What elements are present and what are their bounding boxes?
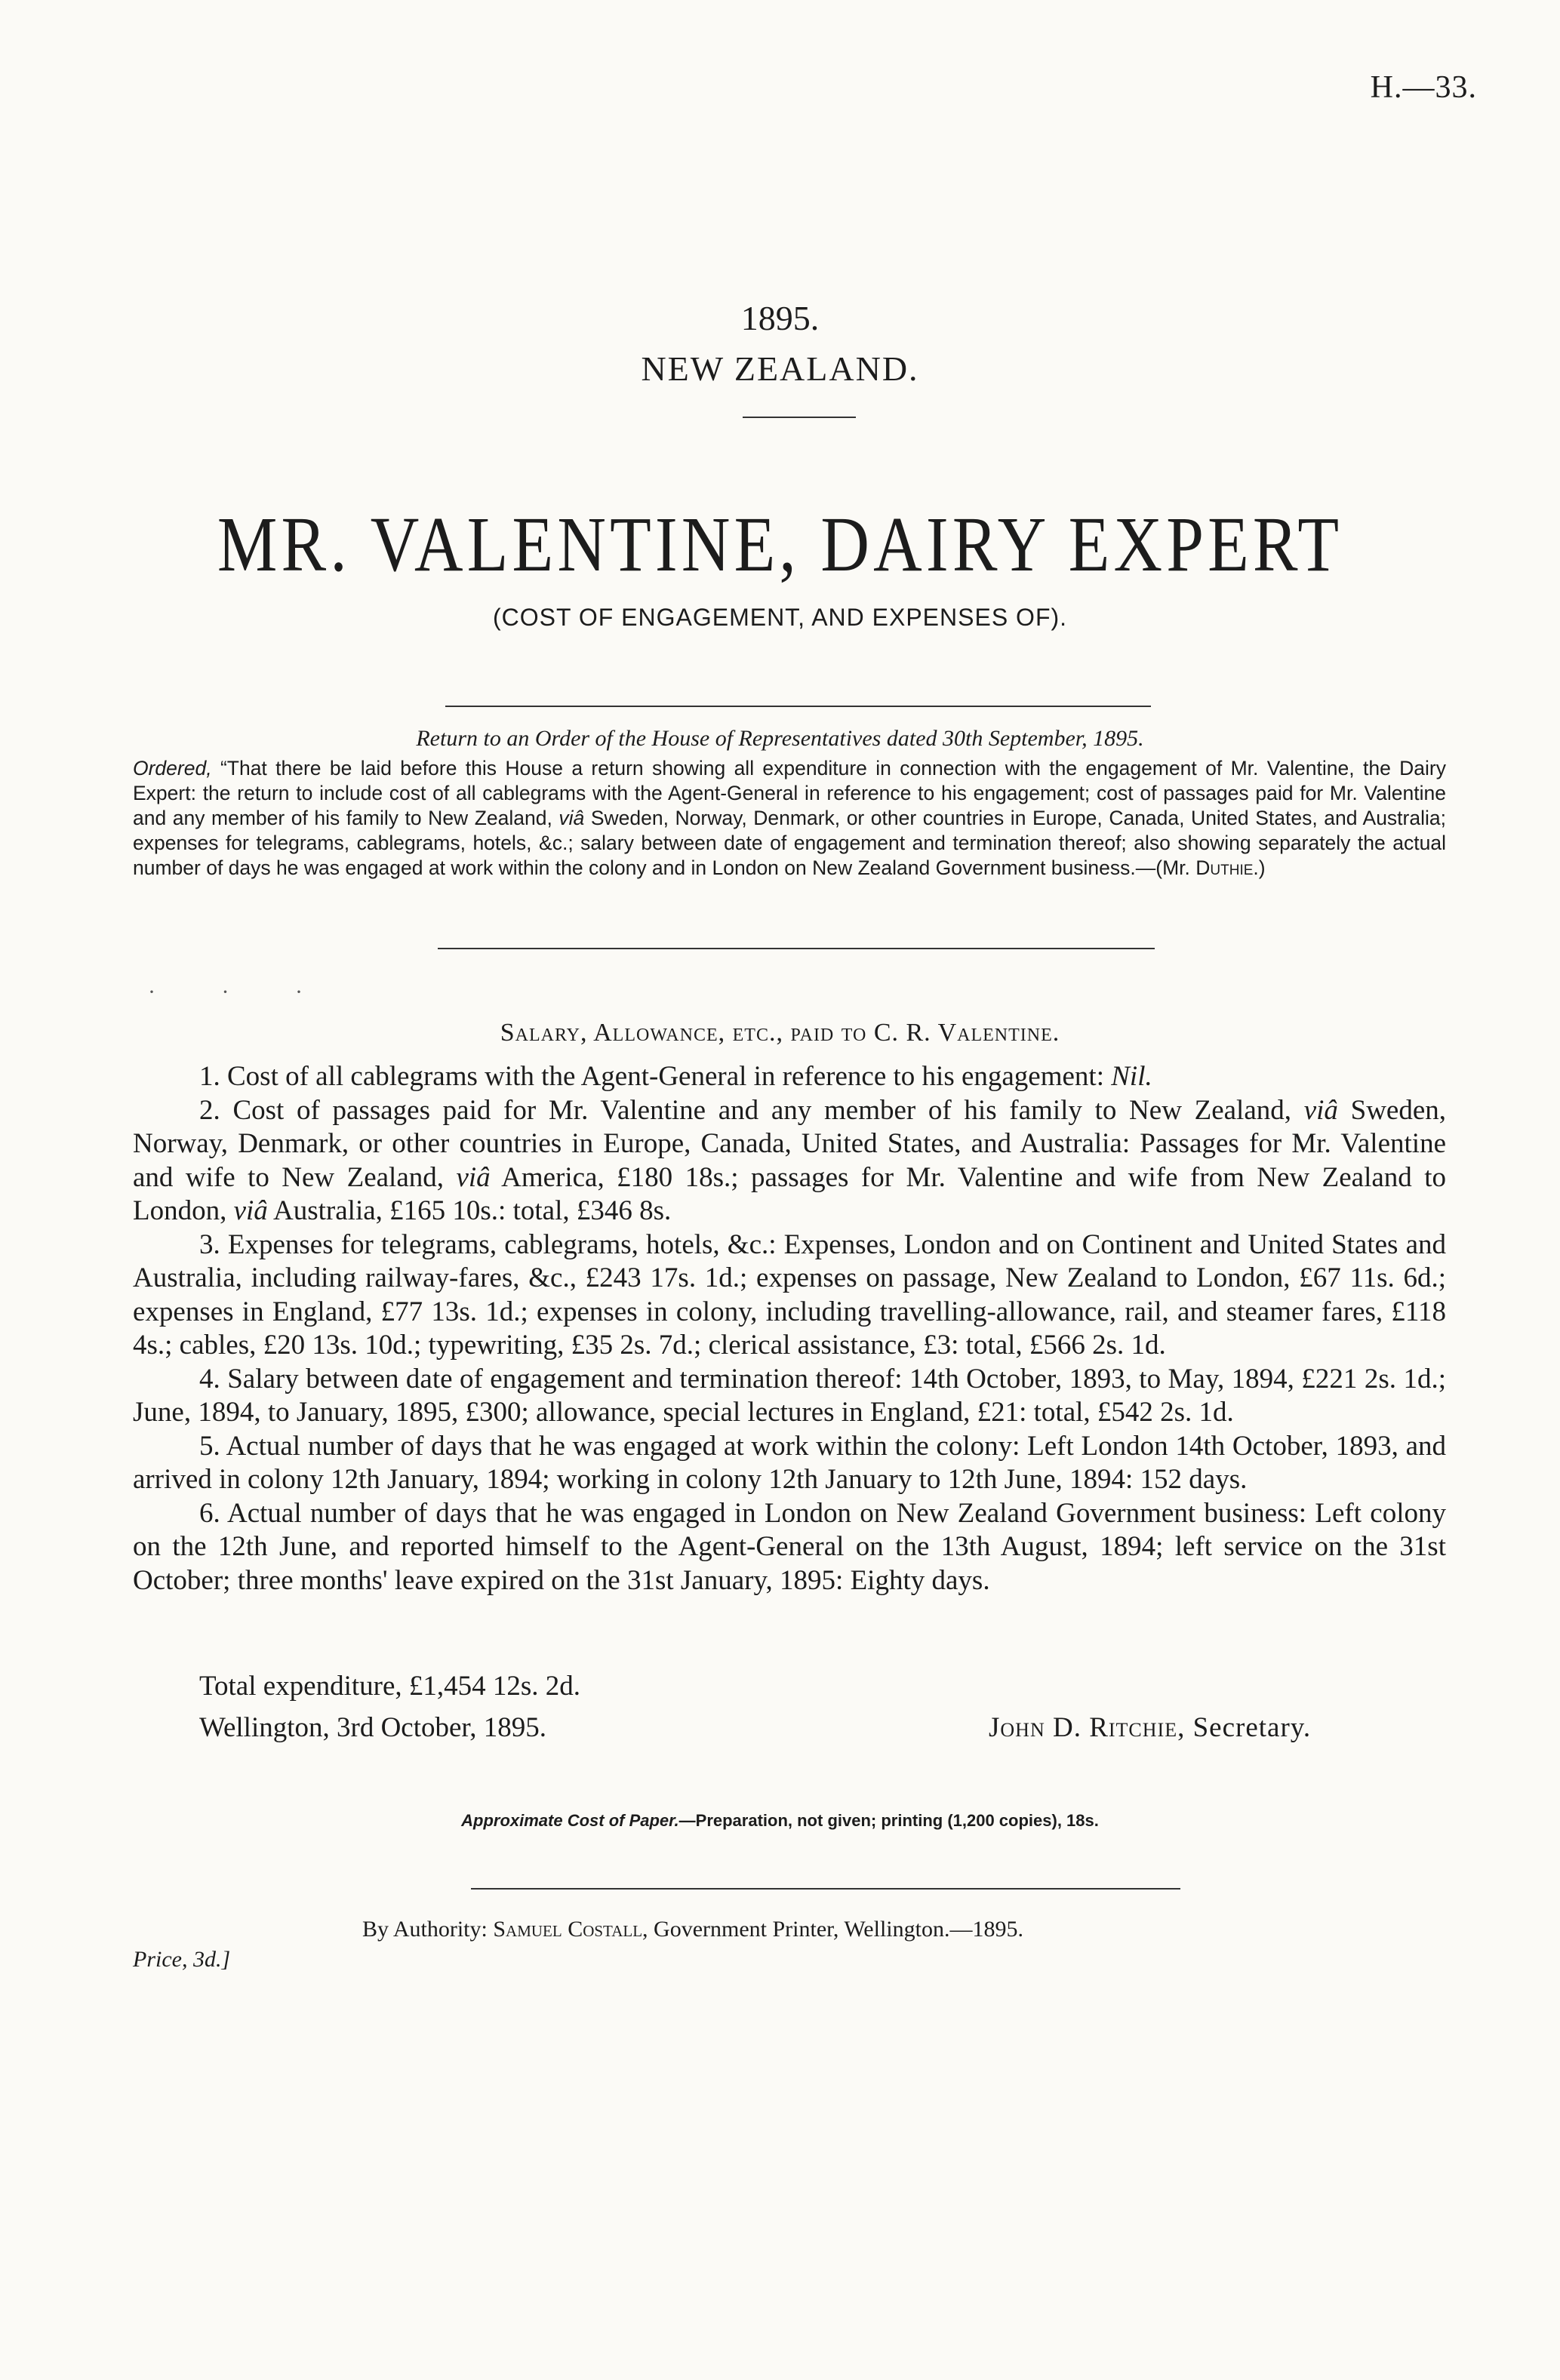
printer-authority [362,1917,1023,1942]
divider-rule [445,706,1151,707]
item-value: Nil. [1111,1061,1152,1092]
list-item [133,1060,1446,1094]
salary-items [133,1060,1446,1597]
order-text-part: “That there be laid before this House a return showing all expenditure in connection with the engagement of Mr. Valentine, the Dairy Expert: the return to include cost of all cablegrams with the Agent-General in reference to his engagement; cost of passages paid for Mr. Valentine and any member of his family to New Zealand, [133,757,1446,829]
printer-name: Samuel Costall, [493,1917,648,1942]
signatory-name: John D. Ritchie, [989,1712,1186,1743]
divider-rule [438,948,1155,949]
divider-rule [471,1888,1180,1890]
salary-heading: Salary, Allowance, etc., paid to C. R. Valentine. [500,1019,1060,1047]
total-expenditure: Total expenditure, £1,454 12s. 2d. [199,1671,581,1702]
country-heading: NEW ZEALAND. [641,349,919,388]
decorative-dots: · · · [148,979,333,1004]
via-italic: viâ [233,1195,268,1226]
order-closing: .) [1253,856,1266,879]
signature [989,1711,1311,1744]
cost-of-paper [0,1811,1560,1831]
page-title: MR. VALENTINE, DAIRY EXPERT [217,501,1343,588]
signatory-title: Secretary. [1192,1712,1312,1743]
order-text-part: Sweden, Norway, Denmark, or other countries in Europe, Canada, United States, and Australia; expenses for telegrams, cablegrams, hotels, &c.; salary between date of engagement and termination thereof; also showing separately the actual number of days he was engaged at work within the colony and in London on New Zealand Government business.—(Mr. [133,807,1446,879]
mover-name: Duthie [1195,856,1254,879]
list-item: 3. Expenses for telegrams, cablegrams, hotels, &c.: Expenses, London and on Continent and United States and Australia, including railway-fares, &c., £243 17s. 1d.; expenses on passage, New Zealand to London, £67 11s. 6d.; expenses in England, £77 13s. 1d.; expenses in colony, including travelling-allowance, rail, and steamer fares, £118 4s.; cables, £20 13s. 10d.; typewriting, £35 2s. 7d.; clerical assistance, £3: total, £566 2s. 1d. [133,1228,1446,1361]
via-italic: viâ [558,807,585,829]
place-date: Wellington, 3rd October, 1895. [199,1712,547,1743]
list-item: 4. Salary between date of engagement and termination thereof: 14th October, 1893, to May, 1894, £221 2s. 1d.; June, 1894, to January, 1895, £300; allowance, special lectures in England, £21: total, £542 2s. 1d. [133,1363,1446,1428]
page-subtitle: (COST OF ENGAGEMENT, AND EXPENSES OF). [492,604,1068,631]
ordered-label: Ordered, [133,757,212,779]
list-item: 5. Actual number of days that he was engaged at work within the colony: Left London 14th October, 1893, and arrived in colony 12th January, 1894; working in colony 12th January to 12th June, 1894: 152 days. [133,1430,1446,1495]
return-order-line: Return to an Order of the House of Representatives dated 30th September, 1895. [416,726,1144,751]
authority-prefix: By Authority: [362,1917,488,1942]
price: Price, 3d.] [133,1947,231,1972]
list-item [133,1094,1446,1228]
via-italic: viâ [456,1161,491,1193]
via-italic: viâ [1303,1094,1338,1126]
divider-rule [743,417,856,418]
cost-label: Approximate Cost of Paper. [461,1811,679,1830]
item-text: 2. Cost of passages paid for Mr. Valentine and any member of his family to New Zealand, [199,1094,1292,1126]
page-number: H.—33. [1370,70,1477,105]
cost-text: —Preparation, not given; printing (1,200 copies), 18s. [678,1811,1099,1830]
item-text: Australia, £165 10s.: total, £346 8s. [273,1195,672,1226]
document-year: 1895. [740,299,820,337]
item-text: Sweden, Norway, Denmark, or other countries in Europe, Canada, United States, and Australia: Passages for Mr. Valentine and wife to New Zealand, [133,1094,1447,1193]
item-text: 1. Cost of all cablegrams with the Agent-General in reference to his engagement: [199,1061,1104,1092]
list-item: 6. Actual number of days that he was engaged in London on New Zealand Government business: Left colony on the 12th June, and reported himself to the Agent-General on the 13th August, 1894; left service on the 31st October; three months' leave expired on the 31st January, 1895: Eighty days. [133,1497,1446,1596]
item-text: America, £180 18s.; passages for Mr. Valentine and wife from New Zealand to London, [133,1161,1446,1226]
authority-suffix: Government Printer, Wellington.—1895. [654,1917,1023,1942]
order-paragraph [133,756,1446,881]
